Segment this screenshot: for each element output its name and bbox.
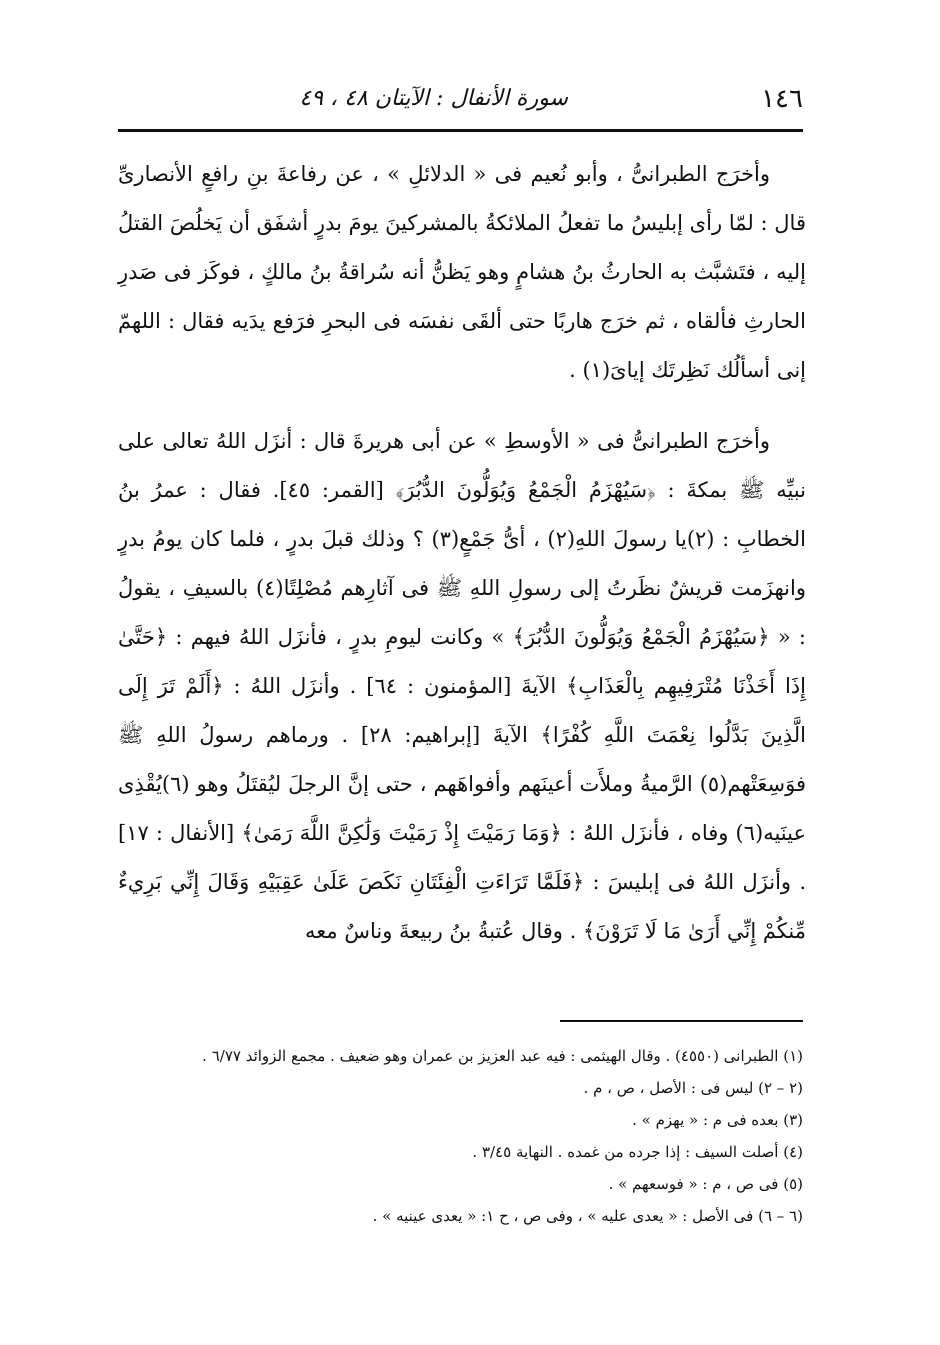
main-text	[118, 150, 806, 956]
footnote: (٣) بعده فى م : « يهزم » .	[632, 1111, 803, 1129]
footnote: (١) الطبرانى (٤٥٥٠) . وقال الهيثمى : فيه عبد العزيز بن عمران وهو ضعيف . مجمع الزوائد ٦/٧٧ .	[202, 1047, 803, 1065]
page-number: ١٤٦	[761, 84, 803, 114]
footnote: (٢ – ٢) ليس فى : الأصل ، ص ، م .	[583, 1079, 803, 1097]
running-head	[118, 78, 803, 118]
paragraph: وأخرَج الطبرانىُّ ، وأبو نُعيم فى « الدلائلِ » ، عن رفاعةَ بنِ رافعٍ الأنصارىِّ قال : لمّا رأى إبليسُ ما تفعلُ الملائكةُ بالمشركينَ يومَ بدرٍ أشفَق أن يَخلُصَ القتلُ إليه ، فتَشبَّث به الحارثُ بنُ هشامٍ وهو يَظنُّ أنه سُراقةُ بنُ مالكٍ ، فوكَز فى صَدرِ الحارثِ فألقاه ، ثم خرَج هاربًا حتى ألقَى نفسَه فى البحرِ فرَفع يدَيه فقال : اللهمّ إنى أسألُك نَظِرتَك إياىَ(١) .	[118, 162, 806, 382]
footnotes	[118, 1040, 803, 1232]
footnote-rule	[560, 1020, 803, 1022]
surah-title: سورة الأنفال : الآيتان ٤٨ ، ٤٩	[299, 86, 568, 111]
header-rule	[118, 129, 803, 132]
footnote: (٤) أصلت السيف : إذا جرده من غمده . النهاية ٣/٤٥ .	[472, 1143, 803, 1161]
footnote: (٦ – ٦) فى الأصل : « يعدى عليه » ، وفى ص ، ح ١: « يعدى عينيه » .	[372, 1207, 803, 1225]
paragraph: وأخرَج الطبرانىُّ فى « الأوسطِ » عن أبى هريرةَ قال : أنزَل اللهُ تعالى على نبيِّه ﷺ بمكةَ : ﴿سَيُهْزَمُ الْجَمْعُ وَيُوَلُّونَ الدُّبُرَ﴾ [القمر: ٤٥]. فقال : عمرُ بنُ الخطابِ : (٢)يا رسولَ اللهِ(٢) ، أىُّ جَمْعٍ(٣) ؟ وذلك قبلَ بدرٍ ، فلما كان يومُ بدرٍ وانهزَمت قريشٌ نظَرتُ إلى رسولِ اللهِ ﷺ فى آثارِهم مُصْلِتًا(٤) بالسيفِ ، يقولُ : « ﴿سَيُهْزَمُ الْجَمْعُ وَيُوَلُّونَ الدُّبُرَ﴾ » وكانت ليومِ بدرٍ ، فأنزَل اللهُ فيهم : ﴿حَتَّىٰ إِذَا أَخَذْنَا مُتْرَفِيهِم بِالْعَذَابِ﴾ الآيةَ [المؤمنون : ٦٤] . وأنزَل اللهُ : ﴿أَلَمْ تَرَ إِلَى الَّذِينَ بَدَّلُوا نِعْمَتَ اللَّهِ كُفْرًا﴾ الآيةَ [إبراهيم: ٢٨] . ورماهم رسولُ اللهِ ﷺ فوَسِعَتْهم(٥) الرَّميةُ وملأَت أعينَهم وأفواهَهم ، حتى إنَّ الرجلَ ليُقتَلُ وهو (٦)يُقْذِى عينَيه(٦) وفاه ، فأنزَل اللهُ : ﴿وَمَا رَمَيْتَ إِذْ رَمَيْتَ وَلَٰكِنَّ اللَّهَ رَمَىٰ﴾ [الأنفال : ١٧] . وأنزَل اللهُ فى إبليسَ : ﴿فَلَمَّا تَرَاءَتِ الْفِئَتَانِ نَكَصَ عَلَىٰ عَقِبَيْهِ وَقَالَ إِنِّي بَرِيءٌ مِّنكُمْ إِنِّي أَرَىٰ مَا لَا تَرَوْنَ﴾ . وقال عُتبةُ بنُ ربيعةَ وناسٌ معه	[118, 429, 806, 943]
footnote: (٥) فى ص ، م : « فوسعهم » .	[608, 1175, 803, 1193]
